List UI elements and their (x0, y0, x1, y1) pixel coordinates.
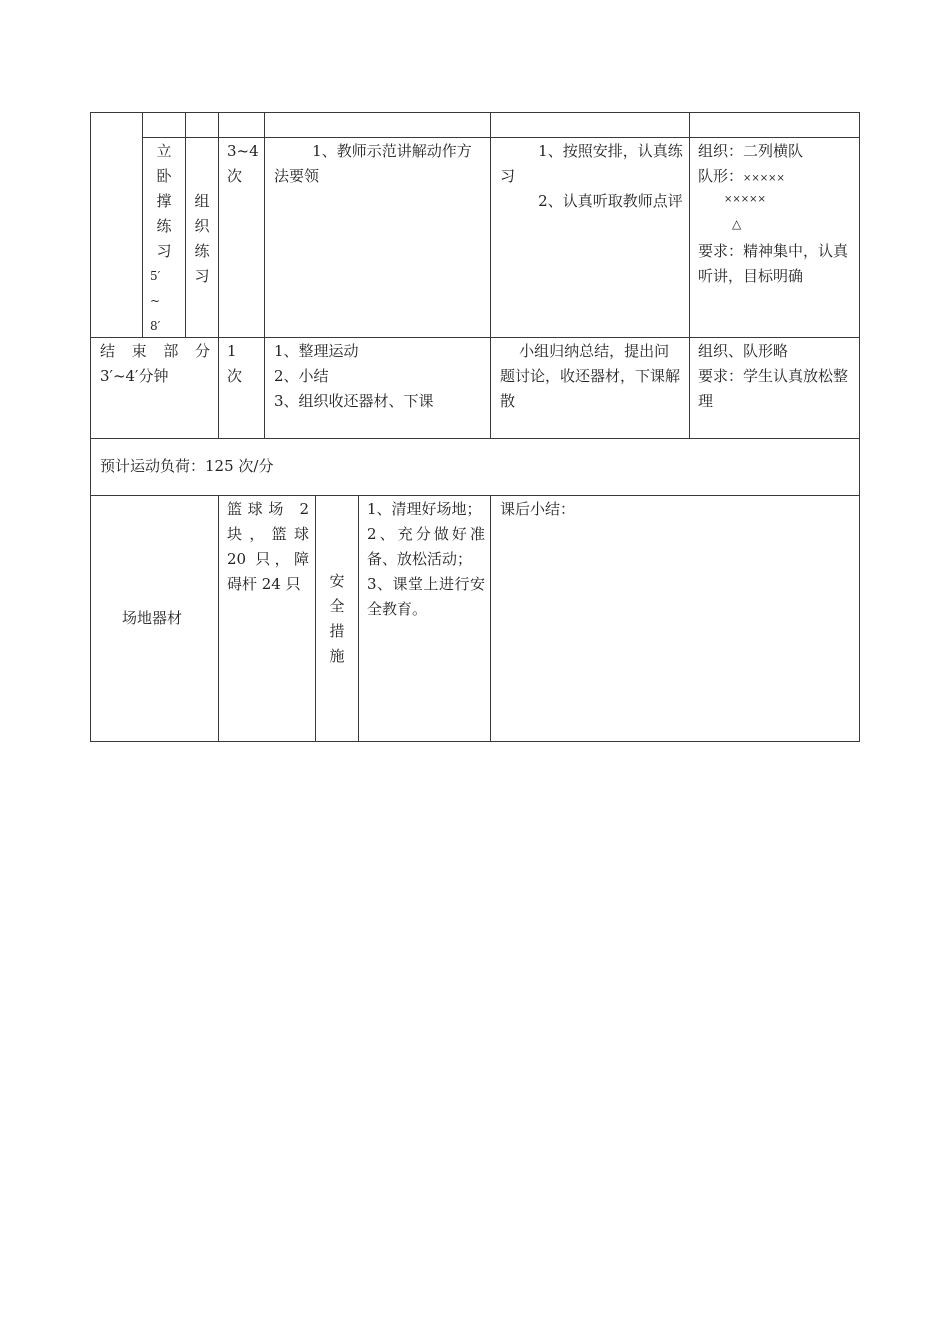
col-divider (142, 112, 143, 338)
exercise-duration: ~ (150, 294, 161, 308)
col-divider (490, 112, 491, 439)
exercise-name-char: 立 (156, 142, 172, 160)
venue-equipment-label: 场地器材 (122, 609, 183, 627)
formation-teacher-marker: △ (732, 217, 742, 231)
col-divider (490, 495, 491, 742)
post-class-summary: 课后小结： (500, 500, 576, 518)
table-border-bottom (90, 741, 860, 742)
col-divider (218, 112, 219, 439)
exercise-method-char: 织 (194, 217, 210, 235)
table-border-left (90, 112, 91, 742)
ending-organization: 组织、队形略 (698, 342, 789, 360)
ending-count: 1 次 (227, 342, 243, 385)
exercise-duration: 8′ (150, 319, 161, 333)
safety-measure-line: 2、充分做好准备、放松活动； (367, 525, 485, 568)
formation-label (698, 164, 858, 191)
student-activity-2: 2、认真听取教师点评 (500, 192, 683, 210)
exercise-method-char: 练 (194, 242, 210, 260)
formation-row-2: ××××× (724, 194, 766, 205)
expected-exercise-load: 预计运动负荷：125 次/分 (100, 457, 274, 475)
ending-section-title: 结 束 部 分 (100, 342, 210, 360)
ending-teacher-line: 2、小结 (274, 367, 329, 385)
exercise-duration: 5′ (150, 269, 161, 283)
exercise-name-char: 练 (156, 217, 172, 235)
organization-requirement: 要求：精神集中，认真听讲，目标明确 (698, 242, 849, 285)
exercise-name-char: 卧 (156, 167, 172, 185)
safety-measure-line: 1、清理好场地； (367, 500, 482, 518)
safety-measures-label (316, 569, 358, 669)
exercise-name (144, 139, 184, 339)
exercise-name-char: 撑 (156, 192, 172, 210)
exercise-name-char: 习 (156, 242, 172, 260)
col-divider (218, 495, 219, 742)
exercise-method (186, 189, 218, 289)
student-activity-1: 1、按照安排，认真练习 (500, 142, 683, 185)
safety-label-char: 安 (329, 572, 345, 590)
safety-label-char: 全 (329, 597, 345, 615)
safety-measure-line: 3、课堂上进行安全教育。 (367, 575, 485, 618)
exercise-count: 3~4 次 (227, 142, 259, 185)
row-divider (90, 495, 860, 496)
ending-requirement: 要求：学生认真放松整理 (698, 367, 849, 410)
ending-teacher-line: 3、组织收还器材、下课 (274, 392, 434, 410)
formation-label-text: 队形： (698, 167, 744, 185)
ending-teacher-line: 1、整理运动 (274, 342, 359, 360)
col-divider (358, 495, 359, 742)
venue-equipment-detail: 篮球场 2 块，篮球 20 只，障碍杆 24 只 (227, 500, 314, 593)
col-divider (264, 112, 265, 439)
ending-student-activity: 小组归纳总结，提出问题讨论，收还器材，下课解散 (500, 342, 681, 410)
formation-row-1: ××××× (743, 173, 785, 184)
row-divider (90, 337, 860, 338)
table-border-top (90, 112, 860, 113)
exercise-method-char: 组 (194, 192, 210, 210)
safety-label-char: 施 (329, 647, 345, 665)
row-divider (90, 438, 860, 439)
row-divider (142, 137, 860, 138)
safety-label-char: 措 (329, 622, 345, 640)
table-border-right (859, 112, 860, 742)
ending-section-duration: 3′~4′分钟 (100, 367, 169, 385)
organization-title: 组织：二列横队 (698, 142, 804, 160)
teacher-activity: 1、教师示范讲解动作方法要领 (274, 142, 472, 185)
col-divider (689, 112, 690, 439)
exercise-method-char: 习 (194, 267, 210, 285)
